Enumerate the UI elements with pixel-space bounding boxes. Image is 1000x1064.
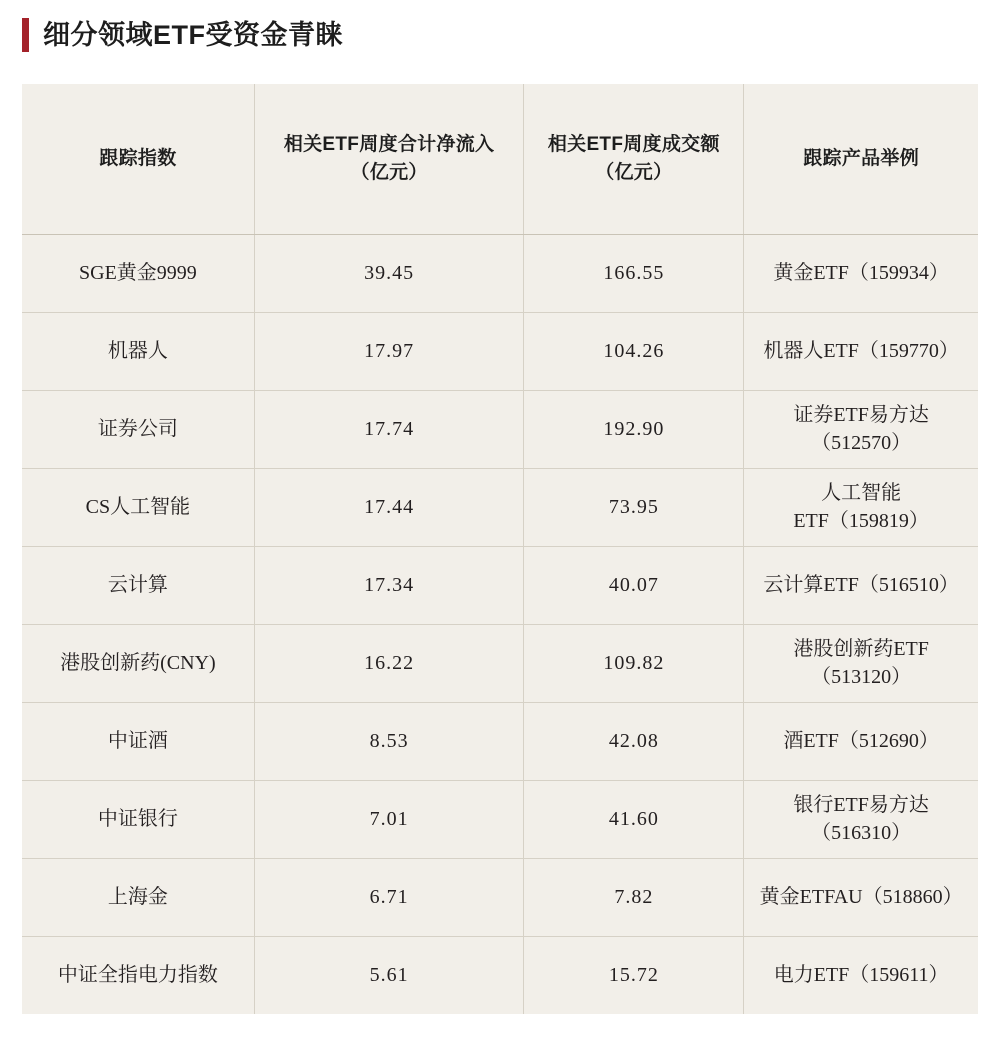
cell-turnover: 7.82 — [524, 858, 744, 936]
column-header-inflow: 相关ETF周度合计净流入（亿元） — [254, 84, 524, 234]
table-row — [22, 624, 978, 702]
table-body — [22, 234, 978, 1014]
etf-table-container — [22, 84, 978, 1014]
cell-product: 人工智能 ETF（159819） — [744, 468, 978, 546]
cell-index: 云计算 — [22, 546, 254, 624]
etf-table — [22, 84, 978, 1014]
table-row — [22, 390, 978, 468]
cell-inflow: 17.97 — [254, 312, 524, 390]
cell-turnover: 166.55 — [524, 234, 744, 312]
cell-turnover: 104.26 — [524, 312, 744, 390]
cell-turnover: 109.82 — [524, 624, 744, 702]
table-header-row — [22, 84, 978, 234]
table-row — [22, 780, 978, 858]
cell-turnover: 40.07 — [524, 546, 744, 624]
table-row — [22, 936, 978, 1014]
cell-product: 机器人ETF（159770） — [744, 312, 978, 390]
table-row — [22, 858, 978, 936]
table-header — [22, 84, 978, 234]
cell-inflow: 5.61 — [254, 936, 524, 1014]
cell-inflow: 39.45 — [254, 234, 524, 312]
cell-index: 中证酒 — [22, 702, 254, 780]
page-title-row — [0, 0, 1000, 54]
cell-product: 黄金ETFAU（518860） — [744, 858, 978, 936]
cell-index: 上海金 — [22, 858, 254, 936]
cell-inflow: 16.22 — [254, 624, 524, 702]
column-header-index: 跟踪指数 — [22, 84, 254, 234]
title-accent-bar — [22, 18, 29, 52]
cell-inflow: 17.44 — [254, 468, 524, 546]
cell-product: 港股创新药ETF （513120） — [744, 624, 978, 702]
cell-product: 酒ETF（512690） — [744, 702, 978, 780]
cell-product: 黄金ETF（159934） — [744, 234, 978, 312]
cell-index: 中证银行 — [22, 780, 254, 858]
page-title: 细分领域ETF受资金青睐 — [43, 19, 343, 50]
cell-index: 证券公司 — [22, 390, 254, 468]
cell-index: 港股创新药(CNY) — [22, 624, 254, 702]
cell-index: SGE黄金9999 — [22, 234, 254, 312]
cell-inflow: 6.71 — [254, 858, 524, 936]
cell-product: 云计算ETF（516510） — [744, 546, 978, 624]
cell-inflow: 7.01 — [254, 780, 524, 858]
table-row — [22, 234, 978, 312]
cell-turnover: 41.60 — [524, 780, 744, 858]
cell-index: 机器人 — [22, 312, 254, 390]
cell-turnover: 15.72 — [524, 936, 744, 1014]
cell-product: 银行ETF易方达 （516310） — [744, 780, 978, 858]
cell-inflow: 8.53 — [254, 702, 524, 780]
table-row — [22, 702, 978, 780]
table-row — [22, 546, 978, 624]
column-header-turnover: 相关ETF周度成交额（亿元） — [524, 84, 744, 234]
cell-index: 中证全指电力指数 — [22, 936, 254, 1014]
cell-turnover: 192.90 — [524, 390, 744, 468]
cell-index: CS人工智能 — [22, 468, 254, 546]
cell-inflow: 17.34 — [254, 546, 524, 624]
column-header-product: 跟踪产品举例 — [744, 84, 978, 234]
table-row — [22, 312, 978, 390]
cell-turnover: 73.95 — [524, 468, 744, 546]
cell-product: 证券ETF易方达 （512570） — [744, 390, 978, 468]
cell-turnover: 42.08 — [524, 702, 744, 780]
cell-inflow: 17.74 — [254, 390, 524, 468]
table-row — [22, 468, 978, 546]
cell-product: 电力ETF（159611） — [773, 964, 949, 987]
